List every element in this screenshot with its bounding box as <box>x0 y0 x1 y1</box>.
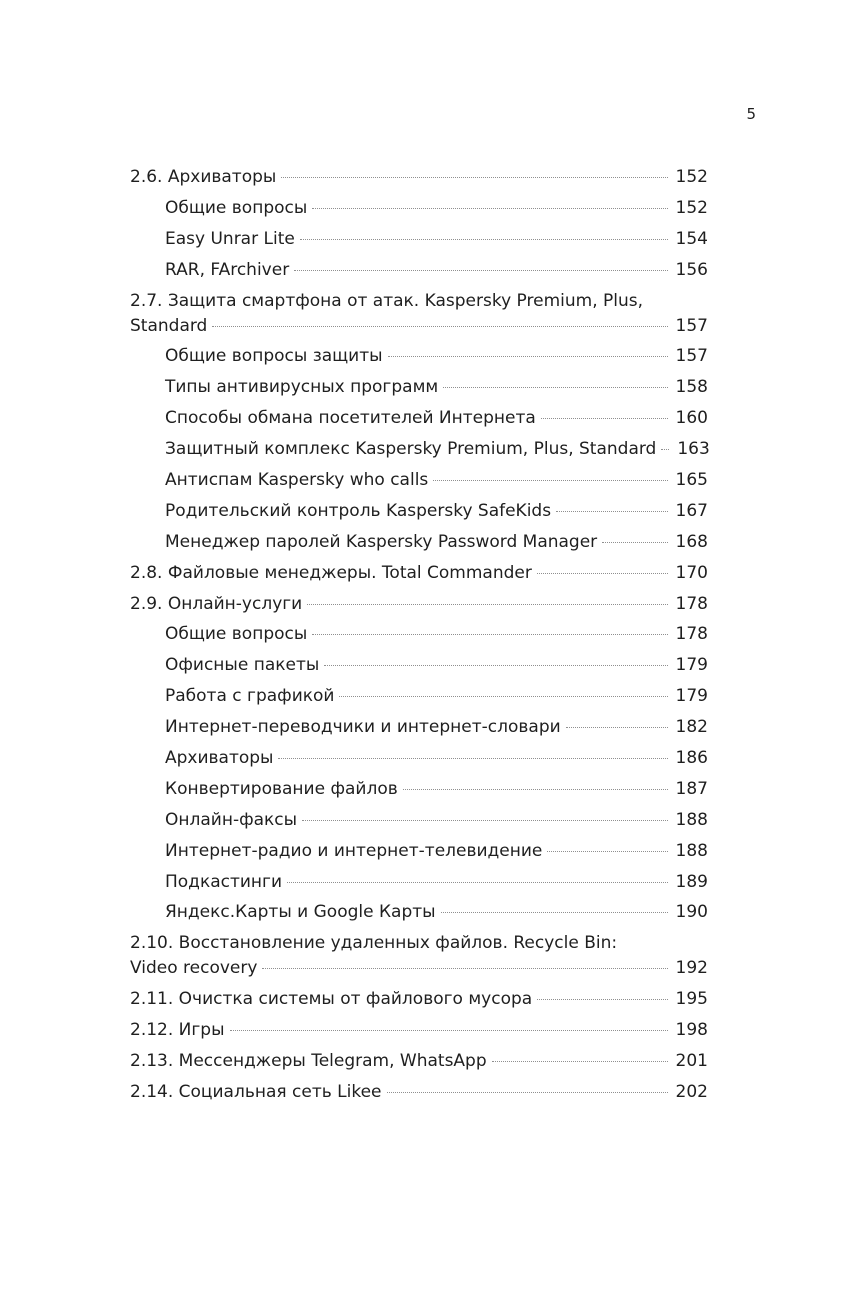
dot-leader <box>661 449 669 450</box>
toc-entry-title: 2.12. Игры <box>130 1020 225 1041</box>
toc-entry-title: Родительский контроль Kaspersky SafeKids <box>165 500 552 521</box>
toc-page-number: 163 <box>677 439 710 460</box>
dot-leader <box>294 270 667 271</box>
toc-subsection-entry[interactable] <box>130 624 708 644</box>
toc-page-number: 157 <box>675 346 708 367</box>
table-of-contents <box>130 167 708 1113</box>
toc-subsection-entry[interactable] <box>130 229 708 249</box>
dot-leader <box>387 1092 668 1093</box>
toc-entry-title-line: 2.10. Восстановление удаленных файлов. Recycle Bin: <box>130 933 618 954</box>
toc-entry-line <box>165 532 708 552</box>
dot-leader <box>541 418 668 419</box>
toc-section-entry[interactable] <box>130 563 708 583</box>
toc-entry-line <box>165 655 708 675</box>
toc-entry-title: Интернет-радио и интернет-телевидение <box>165 840 543 861</box>
dot-leader <box>556 511 667 512</box>
toc-subsection-entry[interactable] <box>130 902 708 922</box>
toc-entry-title: 2.14. Социальная сеть Likee <box>130 1081 382 1102</box>
toc-entry-line <box>130 1020 708 1040</box>
toc-subsection-entry[interactable] <box>130 408 708 428</box>
toc-page-number: 178 <box>675 624 708 645</box>
toc-entry-title: Общие вопросы <box>165 197 308 218</box>
toc-entry-line <box>130 989 708 1009</box>
toc-section-entry[interactable] <box>130 1051 708 1071</box>
toc-page-number: 186 <box>675 748 708 769</box>
toc-page-number: 157 <box>675 315 708 336</box>
toc-entry-line <box>165 346 708 366</box>
toc-subsection-entry[interactable] <box>130 260 708 280</box>
toc-page-number: 198 <box>675 1020 708 1041</box>
toc-entry-title: 2.11. Очистка системы от файлового мусора <box>130 989 533 1010</box>
toc-subsection-entry[interactable] <box>130 501 708 521</box>
toc-entry-title: 2.8. Файловые менеджеры. Total Commander <box>130 562 532 583</box>
toc-subsection-entry[interactable] <box>130 377 708 397</box>
dot-leader <box>492 1061 668 1062</box>
toc-page-number: 188 <box>675 809 708 830</box>
toc-entry-title: Работа с графикой <box>165 686 335 707</box>
toc-page-number: 202 <box>675 1081 708 1102</box>
toc-page-number: 201 <box>675 1051 708 1072</box>
toc-entry-line <box>165 470 708 490</box>
dot-leader <box>441 912 668 913</box>
toc-entry-line <box>165 501 708 521</box>
dot-leader <box>302 820 667 821</box>
toc-subsection-entry[interactable] <box>130 346 708 366</box>
dot-leader <box>388 356 668 357</box>
toc-section-entry[interactable] <box>130 989 708 1009</box>
toc-page-number: 190 <box>675 902 708 923</box>
toc-section-entry[interactable] <box>130 1082 708 1102</box>
toc-entry-title: Easy Unrar Lite <box>165 228 295 249</box>
toc-entry-line <box>165 810 708 830</box>
toc-entry-title: Яндекс.Карты и Google Карты <box>165 902 436 923</box>
toc-page-number: 182 <box>675 717 708 738</box>
toc-entry-line <box>165 686 708 706</box>
toc-entry-line <box>130 958 708 978</box>
dot-leader <box>278 758 667 759</box>
toc-section-entry[interactable] <box>130 167 708 187</box>
dot-leader <box>443 387 667 388</box>
toc-page-number: 192 <box>675 958 708 979</box>
toc-subsection-entry[interactable] <box>130 810 708 830</box>
toc-entry-title: 2.13. Мессенджеры Telegram, WhatsApp <box>130 1051 487 1072</box>
toc-entry-line <box>130 563 708 583</box>
toc-entry-line <box>165 872 708 892</box>
toc-page-number: 178 <box>675 593 708 614</box>
dot-leader <box>403 789 668 790</box>
toc-entry-line <box>165 229 708 249</box>
dot-leader <box>212 326 667 327</box>
toc-entry-line <box>165 841 708 861</box>
toc-entry-title-line: 2.7. Защита смартфона от атак. Kaspersky Premium, Plus, <box>130 290 644 311</box>
toc-entry-line <box>165 748 708 768</box>
toc-entry-line <box>165 902 708 922</box>
toc-page-number: 156 <box>675 259 708 280</box>
toc-page-number: 158 <box>675 377 708 398</box>
toc-entry-title: Защитный комплекс Kaspersky Premium, Plus, Standard <box>165 439 657 460</box>
toc-entry-line <box>165 439 708 459</box>
toc-page-number: 179 <box>675 686 708 707</box>
toc-entry-title: Общие вопросы <box>165 624 308 645</box>
toc-entry-title: Standard <box>130 315 208 336</box>
toc-page-number: 165 <box>675 470 708 491</box>
toc-entry-title: 2.6. Архиваторы <box>130 167 277 187</box>
toc-entry-line <box>130 1051 708 1071</box>
toc-page-number: 189 <box>675 871 708 892</box>
toc-entry-line <box>130 316 708 336</box>
toc-entry-title: Конвертирование файлов <box>165 778 398 799</box>
toc-subsection-entry[interactable] <box>130 470 708 490</box>
toc-subsection-entry[interactable] <box>130 841 708 861</box>
toc-entry-line <box>130 594 708 614</box>
toc-entry-line <box>165 779 708 799</box>
toc-entry-line <box>130 167 708 187</box>
dot-leader <box>566 727 668 728</box>
toc-entry-line <box>130 1082 708 1102</box>
toc-page-number: 152 <box>675 167 708 187</box>
toc-entry-title: Подкастинги <box>165 871 283 892</box>
toc-page-number: 170 <box>675 562 708 583</box>
dot-leader <box>602 542 667 543</box>
dot-leader <box>287 882 668 883</box>
dot-leader <box>300 239 668 240</box>
toc-page-number: 168 <box>675 531 708 552</box>
toc-entry-line <box>165 260 708 280</box>
toc-entry-title: Способы обмана посетителей Интернета <box>165 408 536 429</box>
dot-leader <box>281 177 667 178</box>
toc-entry-title: Антиспам Kaspersky who calls <box>165 470 429 491</box>
toc-subsection-entry[interactable] <box>130 872 708 892</box>
toc-entry-line <box>165 717 708 737</box>
toc-page-number: 195 <box>675 989 708 1010</box>
toc-entry-line <box>165 377 708 397</box>
toc-entry-title: Офисные пакеты <box>165 655 320 676</box>
toc-page-number: 188 <box>675 840 708 861</box>
toc-page-number: 179 <box>675 655 708 676</box>
toc-entry-line <box>165 624 708 644</box>
toc-section-entry[interactable] <box>130 594 708 614</box>
toc-entry-title: RAR, FArchiver <box>165 259 290 280</box>
toc-section-entry[interactable] <box>130 1020 708 1040</box>
dot-leader <box>537 573 668 574</box>
dot-leader <box>307 604 667 605</box>
toc-entry-title: Типы антивирусных программ <box>165 377 439 398</box>
dot-leader <box>262 968 667 969</box>
toc-entry-title: Video recovery <box>130 958 258 979</box>
dot-leader <box>312 208 667 209</box>
dot-leader <box>537 999 667 1000</box>
toc-subsection-entry[interactable] <box>130 686 708 706</box>
toc-subsection-entry[interactable] <box>130 198 708 218</box>
toc-entry-title: Общие вопросы защиты <box>165 346 383 367</box>
toc-section-entry[interactable] <box>130 291 708 336</box>
dot-leader <box>312 634 667 635</box>
toc-subsection-entry[interactable] <box>130 655 708 675</box>
toc-page-number: 160 <box>675 408 708 429</box>
toc-page-number: 154 <box>675 228 708 249</box>
toc-entry-line <box>165 408 708 428</box>
toc-page-number: 187 <box>675 778 708 799</box>
toc-subsection-entry[interactable] <box>130 717 708 737</box>
page-number: 5 <box>746 105 756 123</box>
toc-page-number: 167 <box>675 500 708 521</box>
toc-entry-title: Онлайн-факсы <box>165 809 298 830</box>
toc-entry-title: 2.9. Онлайн-услуги <box>130 593 303 614</box>
toc-entry-title: Интернет-переводчики и интернет-словари <box>165 717 561 738</box>
dot-leader <box>324 665 667 666</box>
toc-subsection-entry[interactable] <box>130 748 708 768</box>
toc-entry-line <box>165 198 708 218</box>
dot-leader <box>433 480 667 481</box>
toc-entry-title: Архиваторы <box>165 748 274 769</box>
toc-entry-title: Менеджер паролей Kaspersky Password Manager <box>165 531 598 552</box>
dot-leader <box>339 696 667 697</box>
toc-subsection-entry[interactable] <box>130 439 708 459</box>
dot-leader <box>230 1030 668 1031</box>
toc-page-number: 152 <box>675 197 708 218</box>
toc-section-entry[interactable] <box>130 933 708 978</box>
toc-subsection-entry[interactable] <box>130 532 708 552</box>
toc-subsection-entry[interactable] <box>130 779 708 799</box>
dot-leader <box>547 851 667 852</box>
